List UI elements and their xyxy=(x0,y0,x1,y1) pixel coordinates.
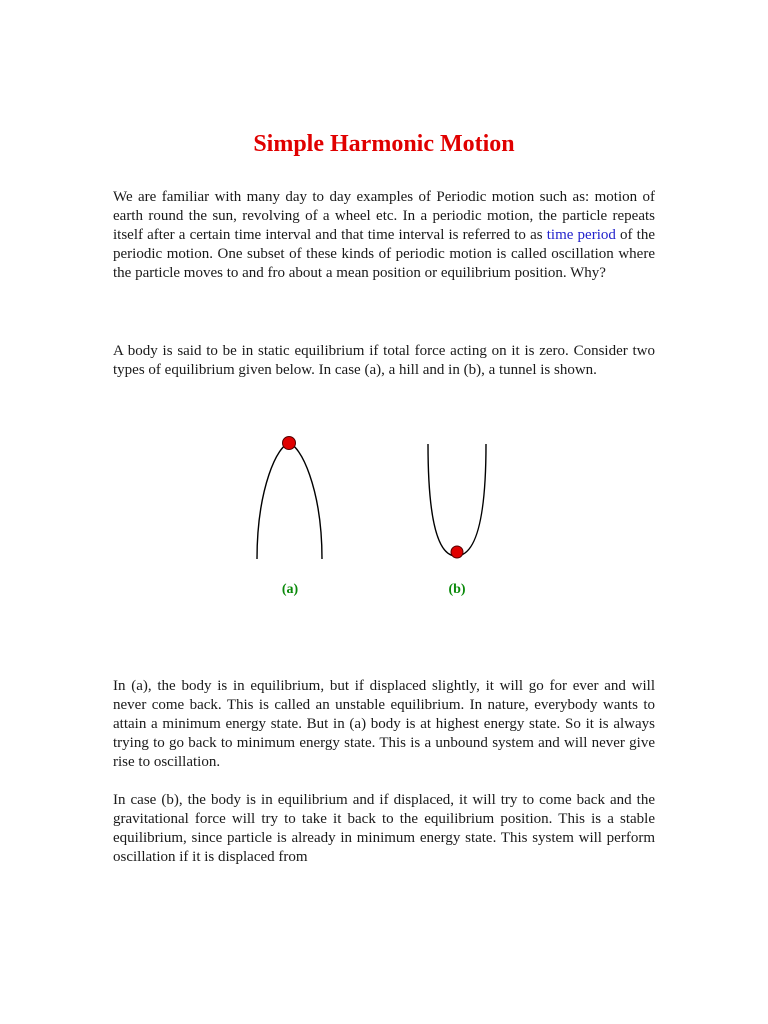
figure-caption-a: (a) xyxy=(281,582,299,597)
tunnel-diagram xyxy=(428,444,486,558)
hill-curve xyxy=(257,444,322,559)
hill-ball xyxy=(283,437,296,450)
page-title: Simple Harmonic Motion xyxy=(253,131,515,157)
tunnel-ball xyxy=(451,546,463,558)
tunnel-curve xyxy=(428,444,486,556)
unstable-equilibrium-paragraph: In (a), the body is in equilibrium, but if displaced slightly, it will go for ever and will never come back. This is called an unstable equilibrium. In nature, everybody wants to attain a minimum energy state. But in (a) body is at highest energy state. So it is always trying to go back to minimum energy state. This is a unbound system and will never give rise to oscillation. xyxy=(113,678,655,770)
intro-text-after-link: of the periodic motion. One subset of these kinds of periodic motion is called oscillation where the particle moves to and fro about a mean position or equilibrium position. Why? xyxy=(113,227,655,281)
figure-caption-b: (b) xyxy=(448,582,466,597)
equilibrium-figure xyxy=(248,428,498,568)
intro-text-before-link: We are familiar with many day to day examples of Periodic motion such as: motion of earth round the sun, revolving of a wheel etc. In a periodic motion, the particle repeats itself after a certain time interval and that time interval is referred to as xyxy=(113,189,655,243)
hill-diagram xyxy=(257,437,322,560)
equilibrium-paragraph: A body is said to be in static equilibrium if total force acting on it is zero. Consider two types of equilibrium given below. In case (a), a hill and in (b), a tunnel is shown. xyxy=(113,343,655,378)
time-period-link[interactable]: time period xyxy=(546,227,616,243)
intro-paragraph xyxy=(113,188,655,283)
stable-equilibrium-paragraph: In case (b), the body is in equilibrium and if displaced, it will try to come back and the gravitational force will try to take it back to the equilibrium position. This is a stable equilibrium, since particle is already in minimum energy state. This system will perform oscillation if it is displaced from xyxy=(113,792,655,865)
